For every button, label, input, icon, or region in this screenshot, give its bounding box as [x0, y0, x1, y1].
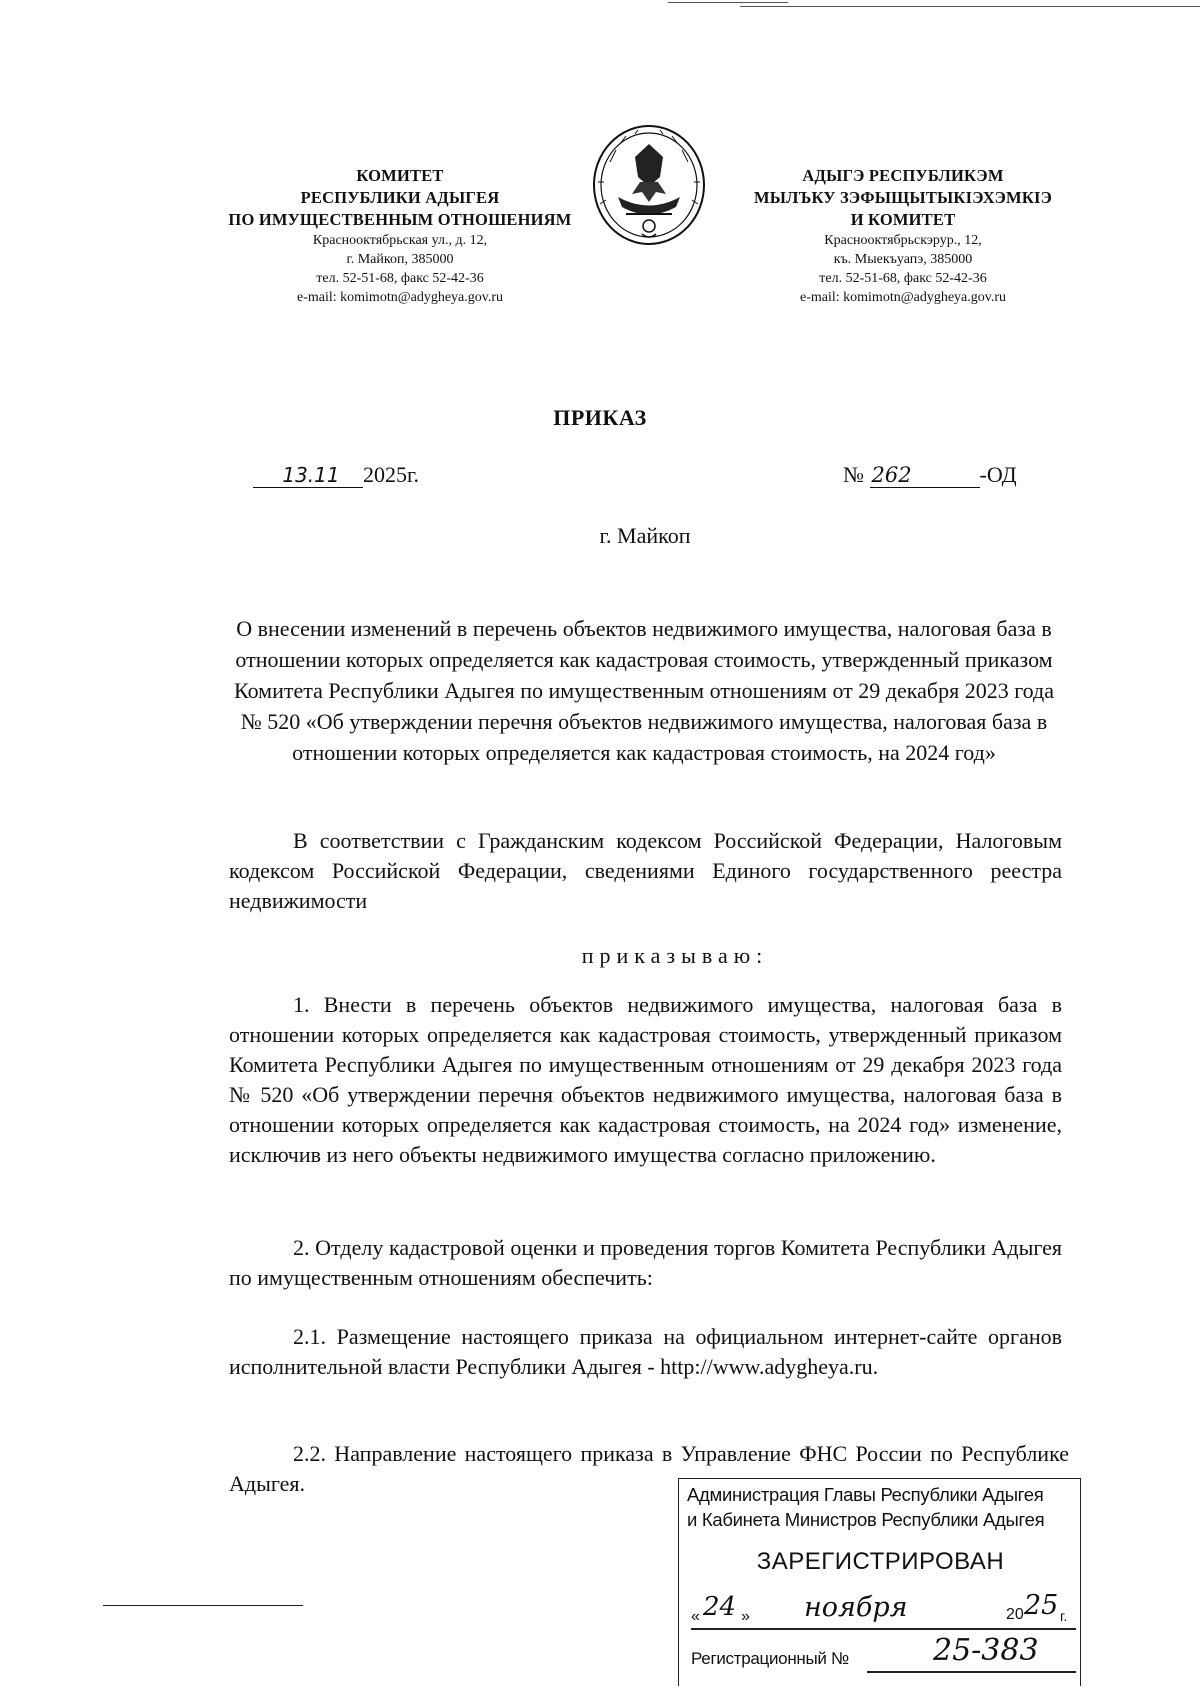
stamp-year-suffix: 25 — [1024, 1590, 1059, 1621]
phone-line: тел. 52-51-68, факс 52-42-36 — [819, 271, 987, 286]
document-title: ПРИКАЗ — [553, 405, 647, 430]
org-name-line: КОМИТЕТ — [356, 166, 444, 185]
org-name-line: АДЫГЭ РЕСПУБЛИКЭМ — [802, 166, 1004, 185]
stamp-registered-label: ЗАРЕГИСТРИРОВАН — [756, 1548, 1005, 1575]
address-line: Краснооктябрьскэрур., 12, — [824, 233, 982, 248]
stamp-number-underline — [867, 1671, 1076, 1673]
city-line: г. Майкоп — [599, 523, 691, 548]
header-right — [718, 165, 1088, 307]
order-item-2-2: 2.2. Направление настоящего приказа в Управление ФНС России по Республике Адыгея. — [229, 1441, 1069, 1496]
stamp-registration-number — [691, 1633, 1076, 1676]
order-date — [253, 462, 419, 488]
stamp-reg-label: Регистрационный № — [691, 1649, 849, 1668]
org-name-line: ПО ИМУЩЕСТВЕННЫМ ОТНОШЕНИЯМ — [228, 210, 572, 229]
order-word: приказываю: — [581, 943, 769, 968]
order-item-1: 1. Внести в перечень объектов недвижимого имущества, налоговая база в отношении которых определяется как кадастровая стоимость, утвержденный приказом Комитета Республики Адыгея по имущественным отношениям от 29 декабря 2023 года № 520 «Об утверждении перечня объектов недвижимого имущества, налоговая база в отношении которых определяется как кадастровая стоимость, на 2024 год» изменение, исключив из него объекты недвижимого имущества согласно приложению. — [229, 992, 1062, 1167]
stamp-authority-line: и Кабинета Министров Республики Адыгея — [687, 1509, 1045, 1530]
order-number — [843, 462, 1017, 488]
order-subject: О внесении изменений в перечень объектов недвижимого имущества, налоговая база в отношении которых определяется как кадастровая стоимость, утвержденный приказом Комитета Республики Адыгея по имущественным отношениям от 29 декабря 2023 года № 520 «Об утверждении перечня объектов недвижимого имущества, налоговая база в отношении которых определяется как кадастровая стоимость, на 2024 год» — [233, 616, 1054, 765]
stamp-date — [691, 1592, 1076, 1632]
scan-top-line — [668, 2, 788, 3]
number-suffix: -ОД — [979, 462, 1017, 487]
handwritten-date: 13.11 — [253, 463, 363, 488]
footer-divider — [103, 1605, 303, 1606]
org-name-line: МЫЛЪКУ ЗЭФЫЩЫТЫКIЭХЭМКIЭ — [753, 188, 1053, 207]
order-item-2: 2. Отделу кадастровой оценки и проведения торгов Комитета Республики Адыгея по имущественным отношениям обеспечить: — [229, 1235, 1062, 1290]
org-name-line: РЕСПУБЛИКИ АДЫГЕЯ — [300, 188, 500, 207]
registration-stamp — [678, 1478, 1081, 1686]
number-prefix: № — [843, 462, 864, 487]
stamp-year-mark: г. — [1060, 1608, 1068, 1624]
scan-top-line — [740, 6, 1200, 7]
stamp-year-prefix: 20 — [1006, 1606, 1024, 1623]
email-line: e-mail: komimotn@adygheya.gov.ru — [800, 290, 1006, 305]
stamp-reg-number: 25-383 — [933, 1633, 1039, 1668]
phone-line: тел. 52-51-68, факс 52-42-36 — [316, 271, 484, 286]
header-left — [215, 165, 585, 307]
stamp-quote-open: « — [691, 1608, 700, 1625]
stamp-day: 24 — [703, 1592, 737, 1622]
stamp-authority-line: Администрация Главы Республики Адыгея — [687, 1484, 1044, 1505]
republic-emblem-icon — [590, 122, 708, 248]
legal-basis-paragraph: В соответствии с Гражданским кодексом Российской Федерации, Налоговым кодексом Российской Федерации, сведениями Единого государственного реестра недвижимости — [229, 828, 1062, 913]
org-name-line: И КОМИТЕТ — [850, 210, 956, 229]
stamp-date-underline — [691, 1628, 1076, 1630]
order-item-2-1: 2.1. Размещение настоящего приказа на официальном интернет-сайте органов исполнительной власти Республики Адыгея - http://www.adygheya.ru. — [229, 1324, 1062, 1379]
date-year: 2025г. — [363, 462, 420, 487]
address-line: Краснооктябрьская ул., д. 12, — [312, 233, 488, 248]
handwritten-number: 262 — [870, 463, 980, 488]
address-line: къ. Мыекъуапэ, 385000 — [833, 252, 973, 267]
stamp-quote-close: » — [741, 1608, 750, 1625]
address-line: г. Майкоп, 385000 — [346, 252, 454, 267]
email-line: e-mail: komimotn@adygheya.gov.ru — [297, 290, 503, 305]
stamp-month: ноября — [804, 1592, 908, 1623]
